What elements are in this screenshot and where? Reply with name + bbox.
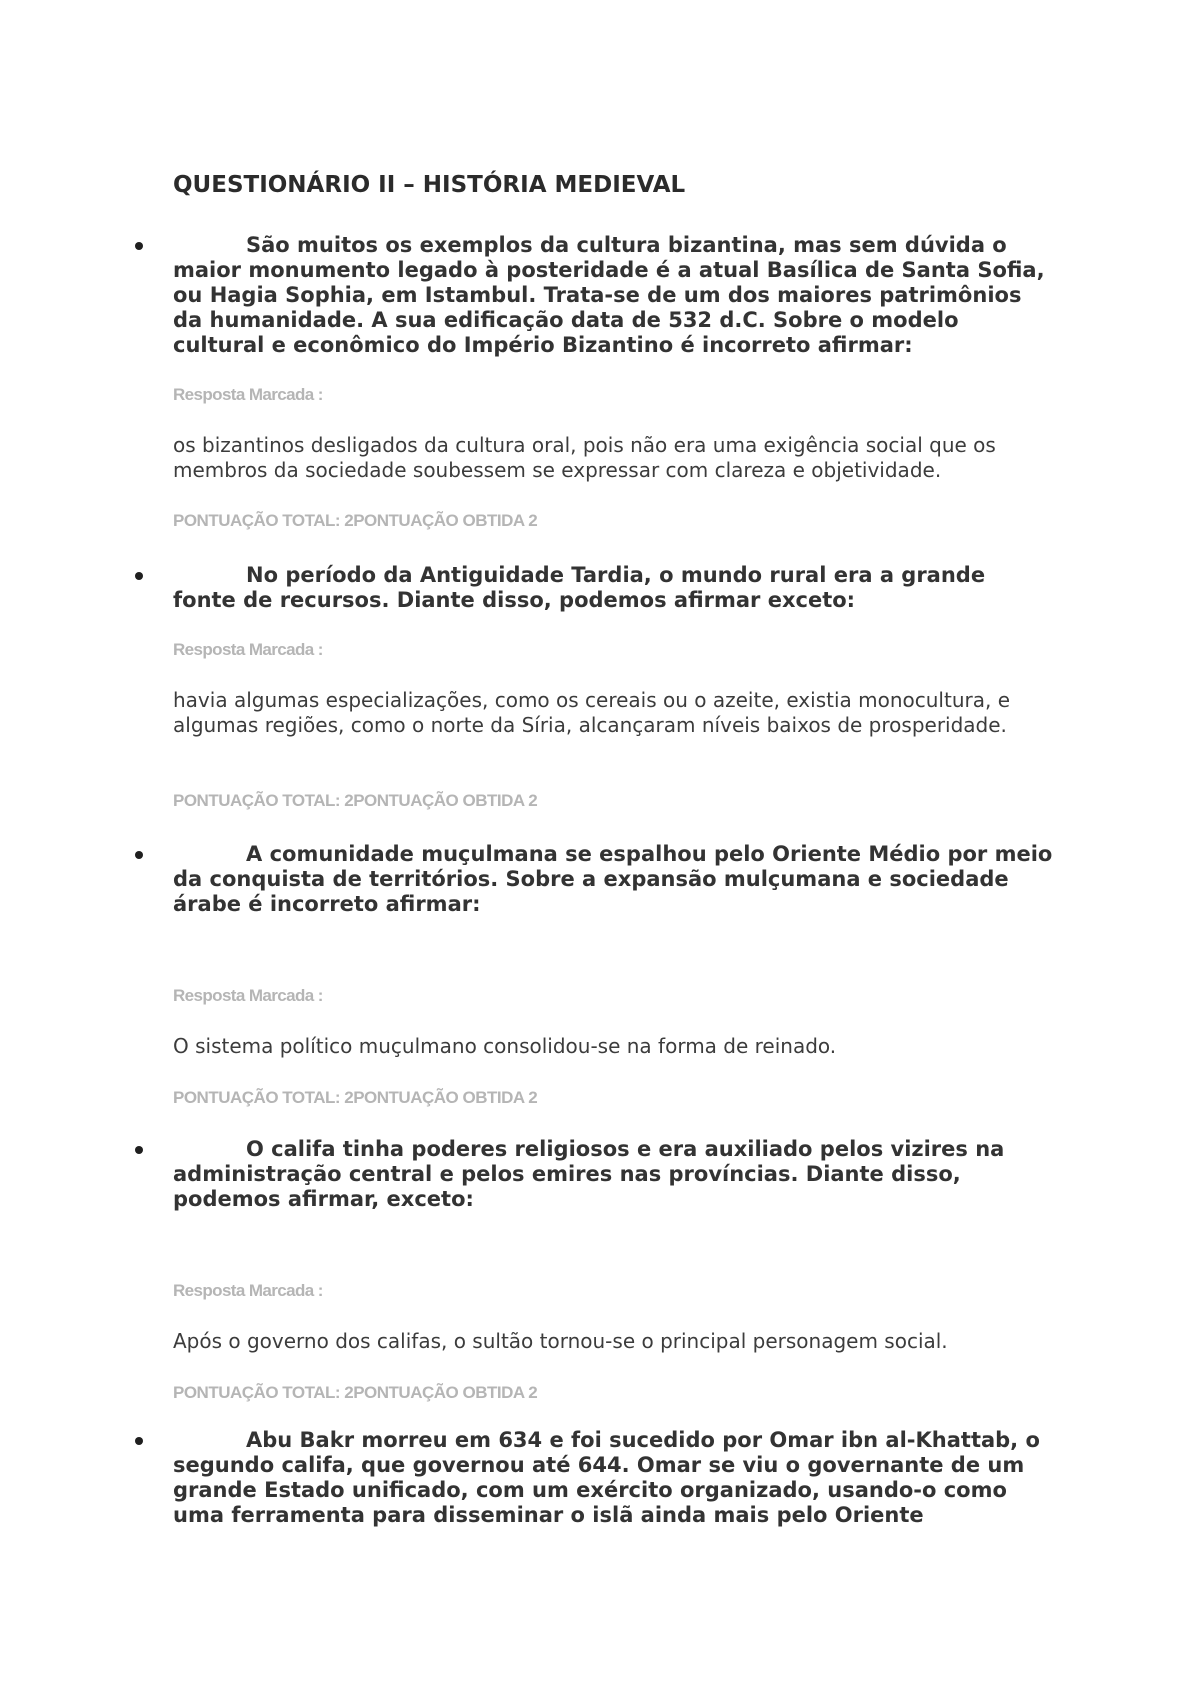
answer-label: Resposta Marcada : <box>173 1281 323 1300</box>
bullet-icon <box>135 1437 143 1445</box>
answer-label: Resposta Marcada : <box>173 385 323 404</box>
score-text: PONTUAÇÃO TOTAL: 2PONTUAÇÃO OBTIDA 2 <box>173 1383 538 1402</box>
score-text: PONTUAÇÃO TOTAL: 2PONTUAÇÃO OBTIDA 2 <box>173 511 538 530</box>
answer-label: Resposta Marcada : <box>173 986 323 1005</box>
answer-text: os bizantinos desligados da cultura oral, pois não era uma exigência social que os membros da sociedade soubessem se expressar com clareza e objetividade. <box>173 433 996 482</box>
question-item <box>173 563 1053 810</box>
document-title: QUESTIONÁRIO II – HISTÓRIA MEDIEVAL <box>173 172 686 198</box>
question-item <box>173 1137 1053 1402</box>
bullet-icon <box>135 242 143 250</box>
bullet-icon <box>135 572 143 580</box>
question-item <box>173 233 1053 530</box>
question-item <box>173 1428 1053 1528</box>
answer-text: Após o governo dos califas, o sultão tornou-se o principal personagem social. <box>173 1329 948 1353</box>
answer-label: Resposta Marcada : <box>173 640 323 659</box>
bullet-icon <box>135 1146 143 1154</box>
question-text: Abu Bakr morreu em 634 e foi sucedido por Omar ibn al-Khattab, o segundo califa, que governou até 644. Omar se viu o governante de um grande Estado unificado, com um exército organizado, usando-o como uma ferramenta para disseminar o islã ainda mais pelo Oriente <box>173 1428 1040 1527</box>
bullet-icon <box>135 851 143 859</box>
score-text: PONTUAÇÃO TOTAL: 2PONTUAÇÃO OBTIDA 2 <box>173 791 538 810</box>
answer-text: O sistema político muçulmano consolidou-se na forma de reinado. <box>173 1034 837 1058</box>
question-text: A comunidade muçulmana se espalhou pelo Oriente Médio por meio da conquista de territórios. Sobre a expansão mulçumana e sociedade árabe é incorreto afirmar: <box>173 842 1053 916</box>
question-item <box>173 842 1053 1107</box>
question-text: São muitos os exemplos da cultura bizantina, mas sem dúvida o maior monumento legado à posteridade é a atual Basílica de Santa Sofia, ou Hagia Sophia, em Istambul. Trata-se de um dos maiores patrimônios da humanidade. A sua edificação data de 532 d.C. Sobre o modelo cultural e econômico do Império Bizantino é incorreto afirmar: <box>173 233 1045 357</box>
answer-text: havia algumas especializações, como os cereais ou o azeite, existia monocultura, e algumas regiões, como o norte da Síria, alcançaram níveis baixos de prosperidade. <box>173 688 1011 737</box>
score-text: PONTUAÇÃO TOTAL: 2PONTUAÇÃO OBTIDA 2 <box>173 1088 538 1107</box>
question-text: O califa tinha poderes religiosos e era auxiliado pelos vizires na administração central e pelos emires nas províncias. Diante disso, podemos afirmar, exceto: <box>173 1137 1005 1211</box>
question-text: No período da Antiguidade Tardia, o mundo rural era a grande fonte de recursos. Diante disso, podemos afirmar exceto: <box>173 563 986 612</box>
